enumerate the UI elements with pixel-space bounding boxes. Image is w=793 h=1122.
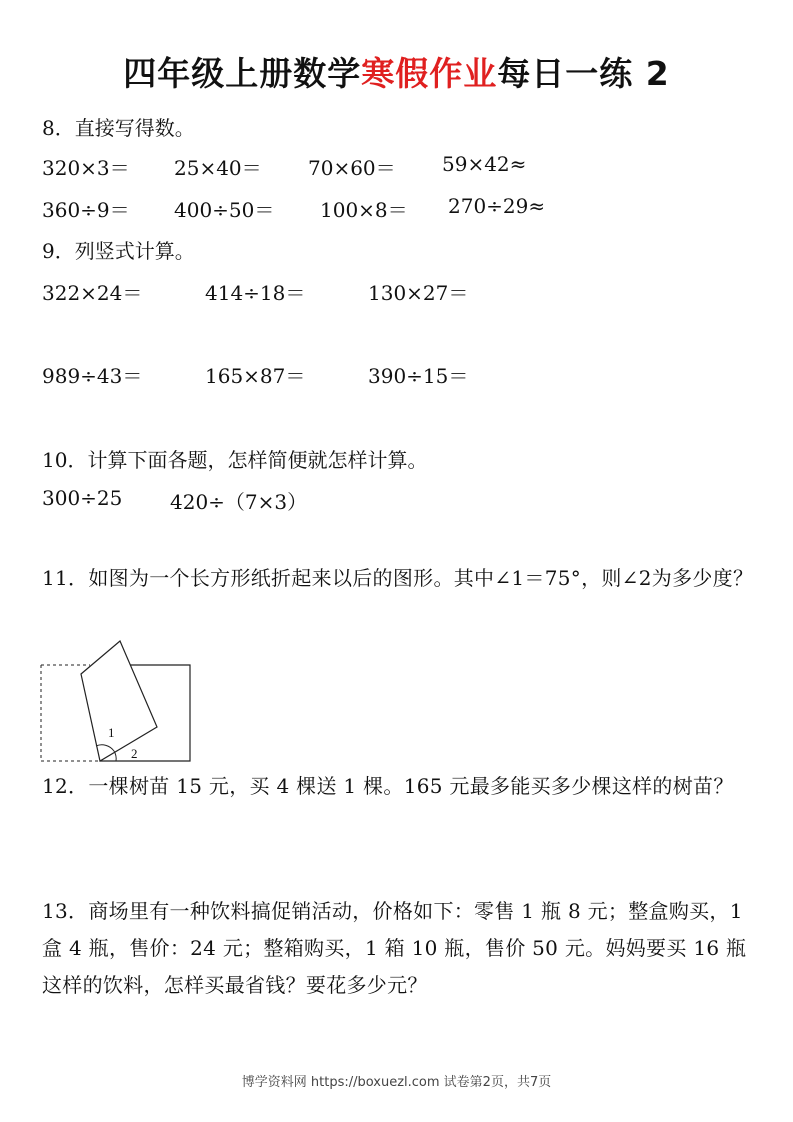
title-part-3: 每日一练 2 — [497, 54, 670, 93]
folded-flap — [81, 641, 157, 761]
angle-2-arc — [114, 751, 116, 761]
page-title — [0, 48, 793, 95]
q8-item: 70×60＝ — [308, 156, 396, 180]
q8-heading: 8．直接写得数。 — [42, 116, 195, 140]
q8-item: 400÷50＝ — [174, 198, 275, 222]
page-footer: 博学资料网 https://boxuezl.com 试卷第2页，共7页 — [241, 1075, 552, 1090]
q10-heading: 10．计算下面各题，怎样简便就怎样计算。 — [42, 448, 428, 472]
title-part-2-highlight: 寒假作业 — [361, 54, 498, 93]
q11-text: 11．如图为一个长方形纸折起来以后的图形。其中∠1＝75°，则∠2为多少度？ — [42, 566, 754, 590]
folded-rectangle-figure — [38, 638, 198, 768]
q9-heading: 9．列竖式计算。 — [42, 239, 195, 263]
q9-item: 322×24＝ — [42, 281, 143, 305]
q9-item: 989÷43＝ — [42, 364, 143, 388]
q8-item: 360÷9＝ — [42, 198, 130, 222]
q13-text: 13．商场里有一种饮料搞促销活动，价格如下：零售 1 瓶 8 元；整盒购买，1 盒 4 瓶，售价：24 元；整箱购买，1 箱 10 瓶，售价 50 元。妈妈要买 16 瓶这样的饮料，怎样买最省钱？要花多少元？ — [42, 899, 747, 997]
q9-item: 130×27＝ — [368, 281, 469, 305]
q9-item: 390÷15＝ — [368, 364, 469, 388]
angle-1-label: 1 — [108, 725, 115, 740]
q9-item: 165×87＝ — [205, 364, 306, 388]
q8-item: 320×3＝ — [42, 156, 130, 180]
q8-item: 100×8＝ — [320, 198, 408, 222]
q10-item: 300÷25 — [42, 486, 123, 510]
q10-item: 420÷（7×3） — [170, 490, 308, 514]
q9-item: 414÷18＝ — [205, 281, 306, 305]
q12-text: 12．一棵树苗 15 元，买 4 棵送 1 棵。165 元最多能买多少棵这样的树苗？ — [42, 774, 734, 798]
title-part-1: 四年级上册数学 — [123, 54, 362, 93]
q8-item: 25×40＝ — [174, 156, 262, 180]
q8-item: 59×42≈ — [442, 152, 527, 176]
angle-2-label: 2 — [131, 746, 138, 761]
q8-item: 270÷29≈ — [448, 194, 546, 218]
